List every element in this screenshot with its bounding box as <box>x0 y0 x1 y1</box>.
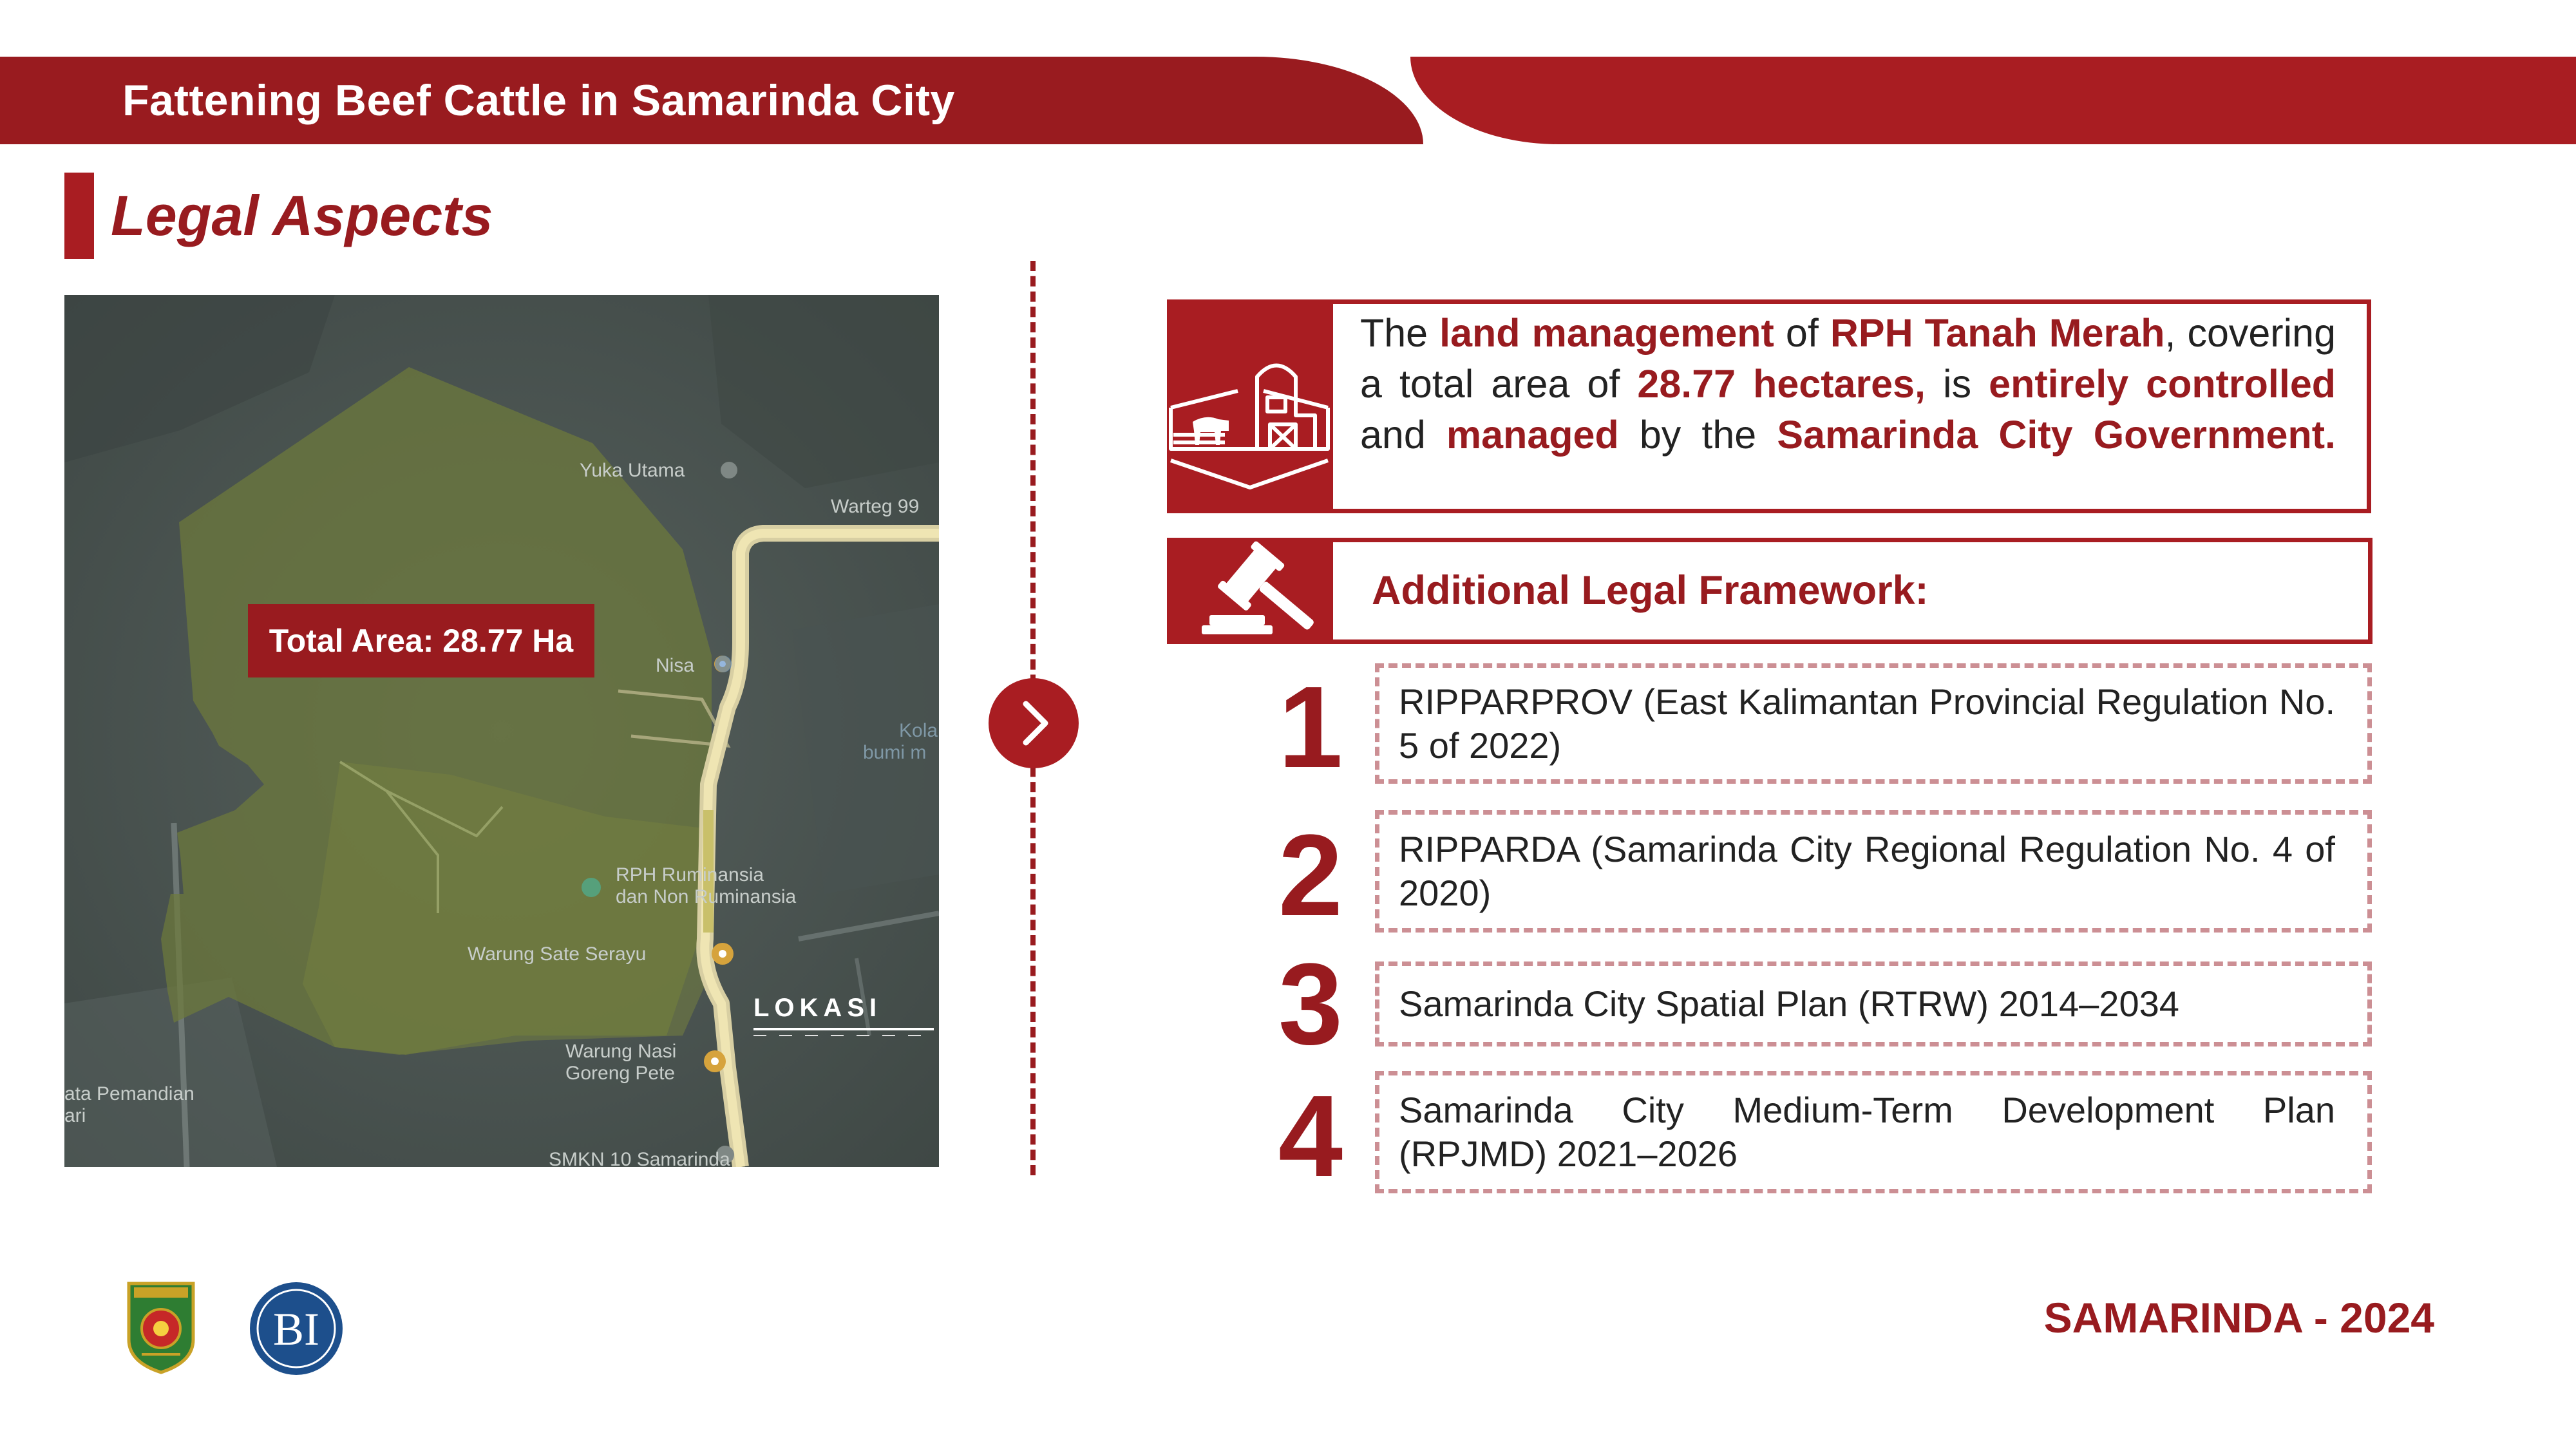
list-item-text: RIPPARDA (Samarinda City Regional Regulation No. 4 of 2020) <box>1399 829 2335 913</box>
pin-icon <box>721 462 737 478</box>
barn-icon <box>1167 299 1333 513</box>
item-number: 4 <box>1278 1072 1343 1201</box>
list-item <box>1375 663 2372 784</box>
map-label-nisa: Nisa <box>656 655 695 676</box>
map-label-pemandian-2: ari <box>64 1105 86 1126</box>
bank-indonesia-logo <box>248 1280 345 1377</box>
map-label-rph: RPH Ruminansia <box>616 864 764 886</box>
map-label-rph-2: dan Non Ruminansia <box>616 886 797 907</box>
item-number: 1 <box>1278 663 1343 792</box>
map-label-yuka-utama: Yuka Utama <box>580 460 685 481</box>
map-label-pemandian: ata Pemandian <box>64 1083 194 1104</box>
item-number: 3 <box>1278 940 1343 1069</box>
section-title: Legal Aspects <box>111 184 493 247</box>
section-marker <box>64 173 94 259</box>
map-label-warung-sate: Warung Sate Serayu <box>468 943 647 965</box>
samarinda-city-logo <box>122 1278 200 1375</box>
map-label-warung-nasi-2: Goreng Pete <box>565 1063 676 1084</box>
list-item <box>1375 961 2372 1046</box>
list-item-text: Samarinda City Medium-Term Development Plan (RPJMD) 2021–2026 <box>1399 1090 2335 1174</box>
map-label-kolam: Kola <box>899 720 938 741</box>
map-label-lokasi: LOKASI <box>753 994 882 1022</box>
map-label-kolam-2: bumi m <box>863 742 927 763</box>
legal-framework-title: Additional Legal Framework: <box>1372 568 1929 613</box>
footer-label: SAMARINDA - 2024 <box>2043 1294 2434 1341</box>
pin-icon <box>582 878 601 897</box>
gavel-icon <box>1167 538 1333 644</box>
map-label-warteg: Warteg 99 <box>831 496 920 517</box>
page-title: Fattening Beef Cattle in Samarinda City <box>122 76 955 125</box>
list-item <box>1375 1071 2372 1193</box>
total-area-label: Total Area: 28.77 Ha <box>248 604 594 677</box>
item-number: 2 <box>1278 811 1343 940</box>
svg-text:BI: BI <box>273 1303 319 1355</box>
map-label-smkn: SMKN 10 Samarinda <box>549 1149 730 1167</box>
map-label-warung-nasi: Warung Nasi <box>565 1041 677 1062</box>
chevron-right-icon <box>989 678 1079 768</box>
header-banner-accent <box>1410 57 2576 144</box>
list-item-text: RIPPARPROV (East Kalimantan Provincial Regulation No. 5 of 2022) <box>1399 681 2335 766</box>
location-map <box>64 295 939 1167</box>
list-item <box>1375 810 2372 933</box>
list-item-text: Samarinda City Spatial Plan (RTRW) 2014–2034 <box>1399 983 2179 1024</box>
land-management-text: The land management of RPH Tanah Merah, covering a total area of 28.77 hectares, is entirely controlled and managed by the Samarinda City Government. <box>1360 311 2336 457</box>
